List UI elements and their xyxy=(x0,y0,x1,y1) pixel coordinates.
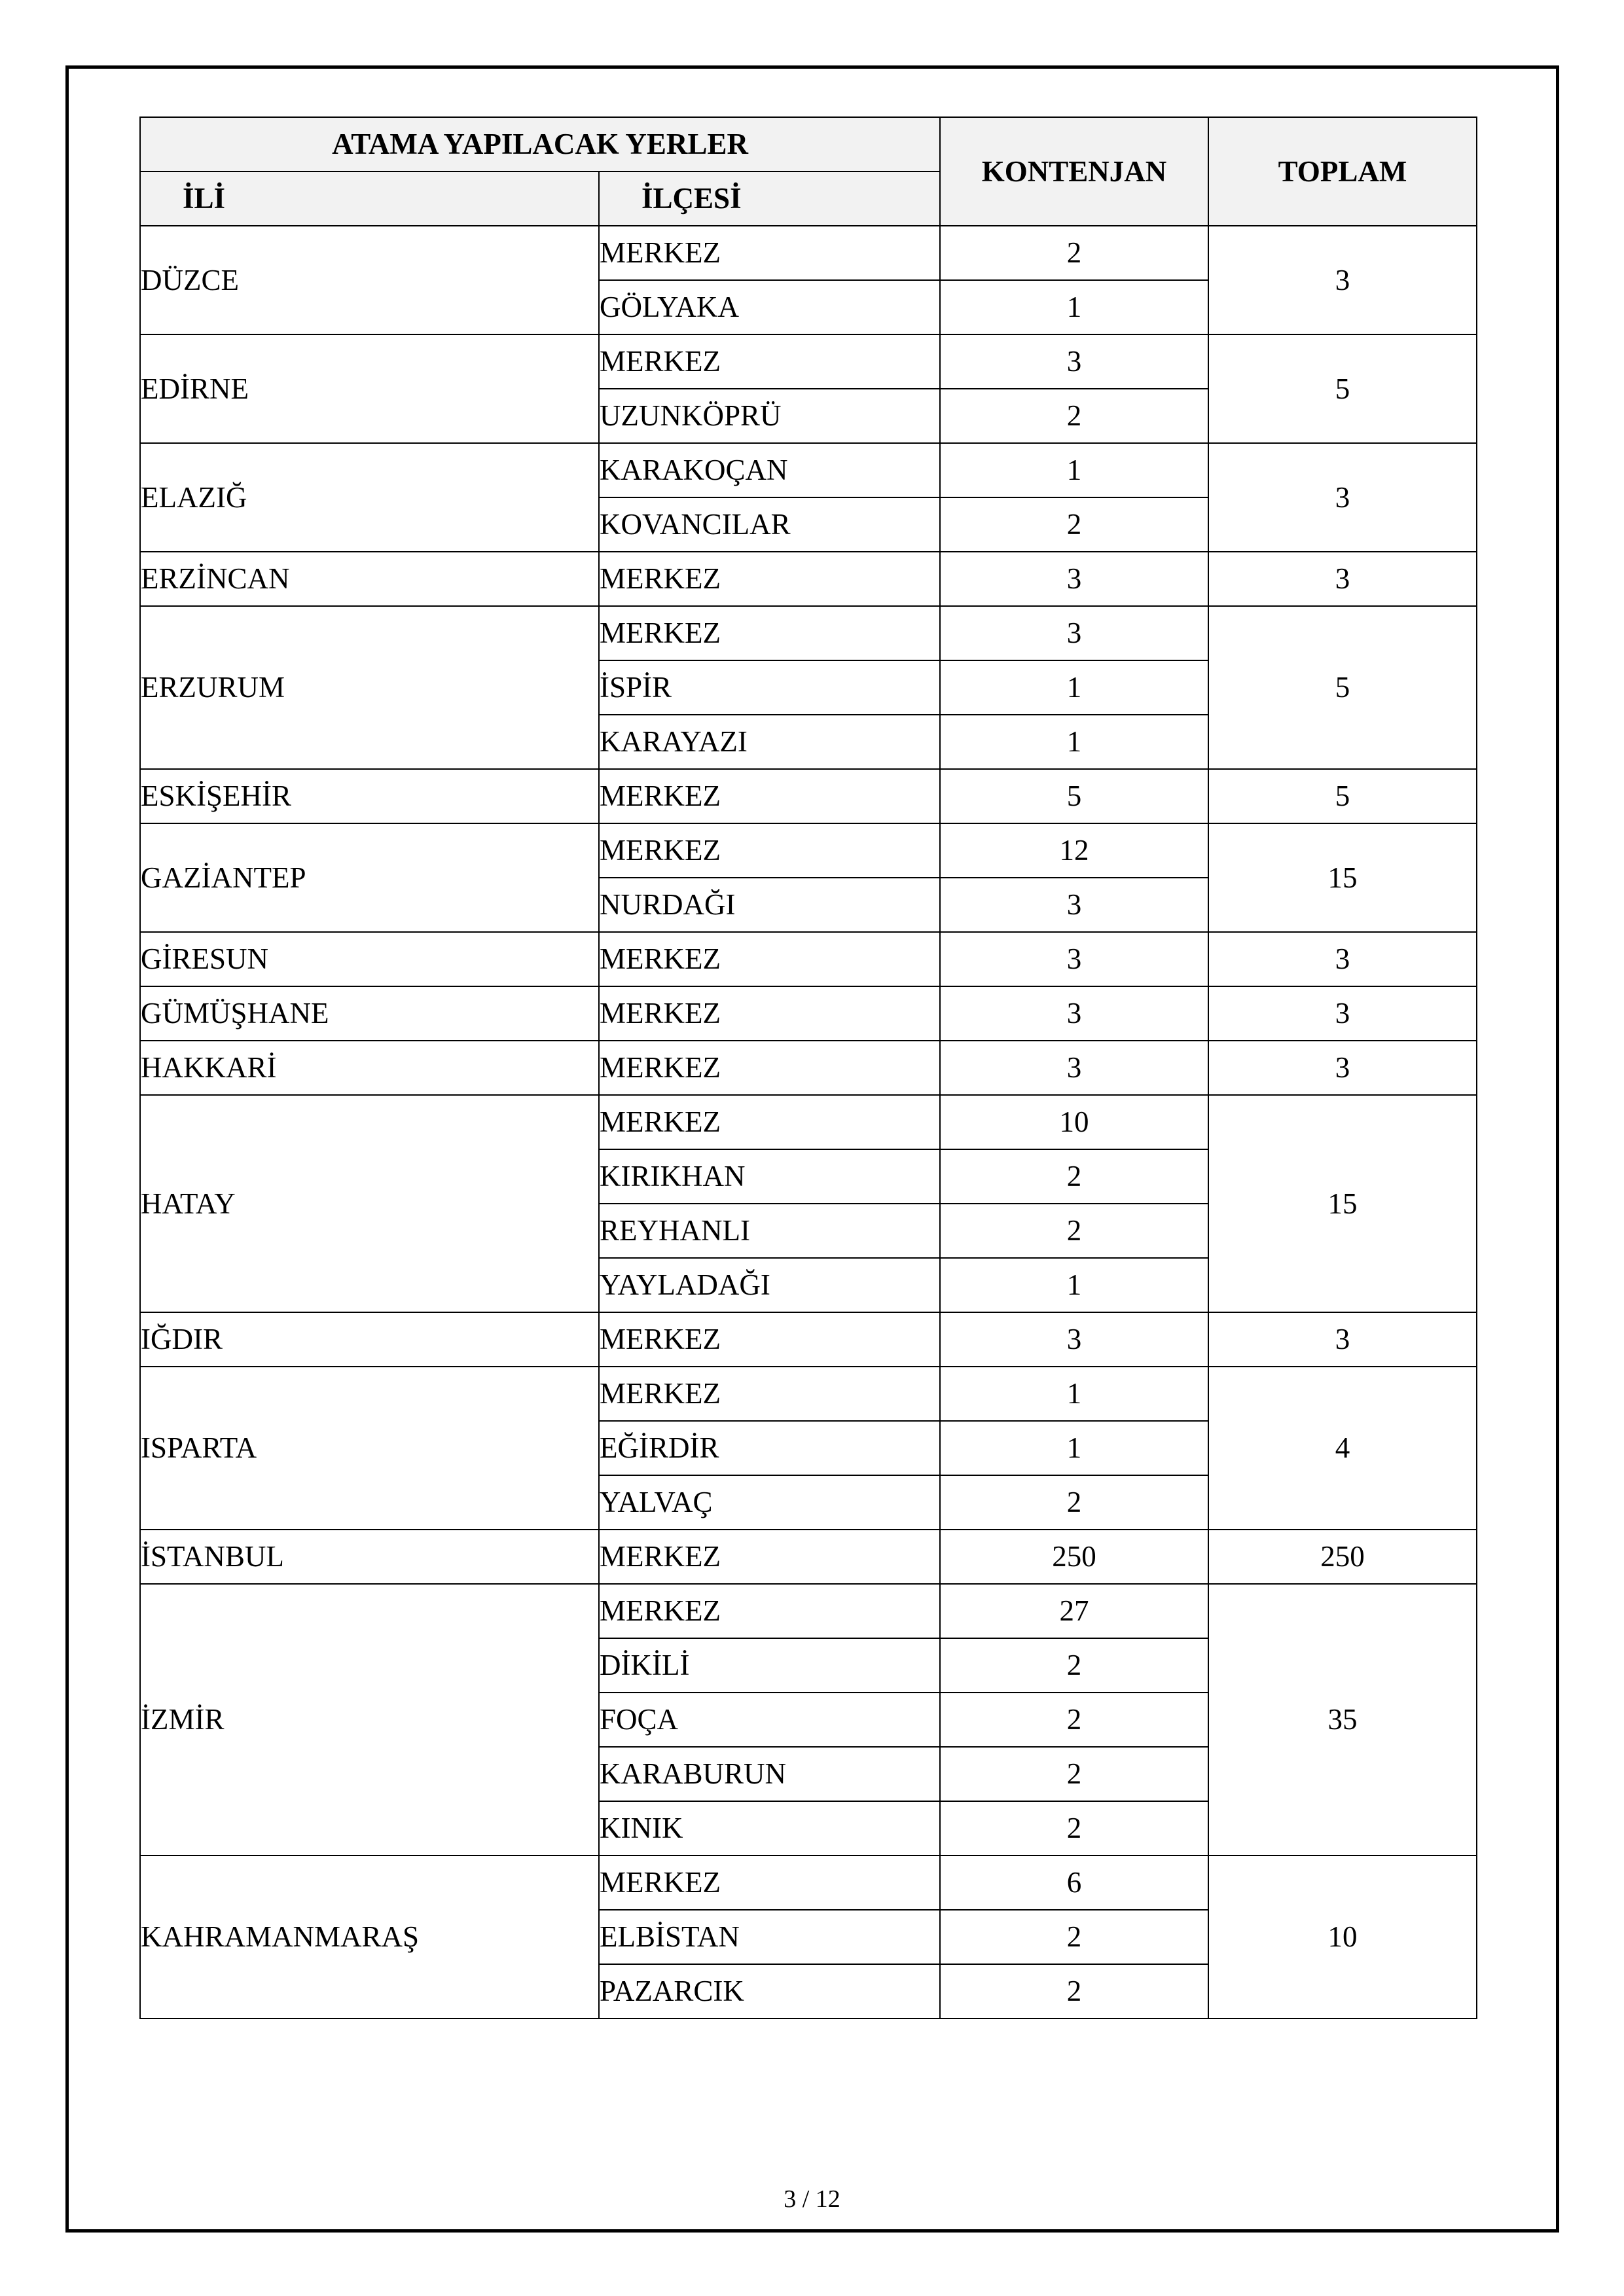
ilce-cell: MERKEZ xyxy=(599,226,940,280)
ilce-cell: DİKİLİ xyxy=(599,1638,940,1693)
ilce-cell: UZUNKÖPRÜ xyxy=(599,389,940,443)
kontenjan-cell: 2 xyxy=(940,497,1208,552)
ilce-cell: KARAYAZI xyxy=(599,715,940,769)
toplam-cell: 3 xyxy=(1208,986,1477,1041)
toplam-cell: 15 xyxy=(1208,823,1477,932)
kontenjan-cell: 27 xyxy=(940,1584,1208,1638)
kontenjan-cell: 1 xyxy=(940,660,1208,715)
kontenjan-cell: 3 xyxy=(940,552,1208,606)
kontenjan-cell: 1 xyxy=(940,1258,1208,1312)
kontenjan-cell: 3 xyxy=(940,1041,1208,1095)
ilce-cell: YAYLADAĞI xyxy=(599,1258,940,1312)
kontenjan-cell: 2 xyxy=(940,1910,1208,1964)
table-row xyxy=(140,986,1477,1041)
ilce-cell: MERKEZ xyxy=(599,823,940,878)
ilce-cell: ELBİSTAN xyxy=(599,1910,940,1964)
ilce-cell: YALVAÇ xyxy=(599,1475,940,1530)
table-row xyxy=(140,1584,1477,1638)
ilce-cell: KOVANCILAR xyxy=(599,497,940,552)
table-row xyxy=(140,1367,1477,1421)
table-row xyxy=(140,443,1477,497)
ilce-cell: MERKEZ xyxy=(599,334,940,389)
il-cell: ELAZIĞ xyxy=(140,443,599,552)
il-cell: İSTANBUL xyxy=(140,1530,599,1584)
ilce-cell: FOÇA xyxy=(599,1693,940,1747)
il-cell: ERZURUM xyxy=(140,606,599,769)
kontenjan-cell: 1 xyxy=(940,443,1208,497)
ilce-cell: İSPİR xyxy=(599,660,940,715)
il-cell: IĞDIR xyxy=(140,1312,599,1367)
kontenjan-cell: 1 xyxy=(940,1421,1208,1475)
ilce-cell: MERKEZ xyxy=(599,1584,940,1638)
il-cell: ESKİŞEHİR xyxy=(140,769,599,823)
toplam-cell: 4 xyxy=(1208,1367,1477,1530)
table-body xyxy=(140,226,1477,2018)
quota-table xyxy=(139,117,1477,2019)
kontenjan-cell: 250 xyxy=(940,1530,1208,1584)
il-cell: HAKKARİ xyxy=(140,1041,599,1095)
ilce-cell: GÖLYAKA xyxy=(599,280,940,334)
il-cell: KAHRAMANMARAŞ xyxy=(140,1856,599,2018)
ilce-cell: MERKEZ xyxy=(599,769,940,823)
kontenjan-cell: 2 xyxy=(940,1693,1208,1747)
table-row xyxy=(140,606,1477,660)
toplam-cell: 3 xyxy=(1208,1312,1477,1367)
il-cell: DÜZCE xyxy=(140,226,599,334)
kontenjan-cell: 10 xyxy=(940,1095,1208,1149)
ilce-cell: PAZARCIK xyxy=(599,1964,940,2018)
kontenjan-cell: 2 xyxy=(940,1638,1208,1693)
il-cell: GİRESUN xyxy=(140,932,599,986)
il-cell: GAZİANTEP xyxy=(140,823,599,932)
kontenjan-cell: 3 xyxy=(940,932,1208,986)
toplam-cell: 3 xyxy=(1208,552,1477,606)
table-row xyxy=(140,823,1477,878)
ilce-cell: REYHANLI xyxy=(599,1204,940,1258)
toplam-cell: 3 xyxy=(1208,226,1477,334)
ilce-cell: MERKEZ xyxy=(599,986,940,1041)
ilce-cell: KIRIKHAN xyxy=(599,1149,940,1204)
ilce-cell: EĞİRDİR xyxy=(599,1421,940,1475)
kontenjan-cell: 1 xyxy=(940,1367,1208,1421)
ilce-cell: MERKEZ xyxy=(599,932,940,986)
ilce-cell: MERKEZ xyxy=(599,606,940,660)
toplam-cell: 10 xyxy=(1208,1856,1477,2018)
toplam-cell: 5 xyxy=(1208,769,1477,823)
kontenjan-cell: 2 xyxy=(940,389,1208,443)
kontenjan-cell: 3 xyxy=(940,334,1208,389)
toplam-cell: 15 xyxy=(1208,1095,1477,1312)
table-row xyxy=(140,226,1477,280)
ilce-cell: MERKEZ xyxy=(599,1312,940,1367)
kontenjan-cell: 2 xyxy=(940,226,1208,280)
kontenjan-cell: 3 xyxy=(940,1312,1208,1367)
ilce-cell: NURDAĞI xyxy=(599,878,940,932)
ilce-cell: KINIK xyxy=(599,1801,940,1856)
ilce-cell: KARAKOÇAN xyxy=(599,443,940,497)
header-kontenjan: KONTENJAN xyxy=(940,117,1208,226)
ilce-cell: MERKEZ xyxy=(599,1856,940,1910)
kontenjan-cell: 1 xyxy=(940,715,1208,769)
ilce-cell: KARABURUN xyxy=(599,1747,940,1801)
kontenjan-cell: 12 xyxy=(940,823,1208,878)
kontenjan-cell: 3 xyxy=(940,986,1208,1041)
kontenjan-cell: 2 xyxy=(940,1204,1208,1258)
toplam-cell: 5 xyxy=(1208,334,1477,443)
kontenjan-cell: 2 xyxy=(940,1747,1208,1801)
toplam-cell: 3 xyxy=(1208,443,1477,552)
toplam-cell: 5 xyxy=(1208,606,1477,769)
ilce-cell: MERKEZ xyxy=(599,1530,940,1584)
il-cell: EDİRNE xyxy=(140,334,599,443)
table-row xyxy=(140,1856,1477,1910)
table-row xyxy=(140,1041,1477,1095)
kontenjan-cell: 3 xyxy=(940,878,1208,932)
table-row xyxy=(140,552,1477,606)
ilce-cell: MERKEZ xyxy=(599,1367,940,1421)
table-row xyxy=(140,1095,1477,1149)
il-cell: GÜMÜŞHANE xyxy=(140,986,599,1041)
toplam-cell: 3 xyxy=(1208,1041,1477,1095)
table-row xyxy=(140,769,1477,823)
table-header xyxy=(140,117,1477,226)
header-toplam: TOPLAM xyxy=(1208,117,1477,226)
il-cell: ISPARTA xyxy=(140,1367,599,1530)
ilce-cell: MERKEZ xyxy=(599,552,940,606)
kontenjan-cell: 5 xyxy=(940,769,1208,823)
ilce-cell: MERKEZ xyxy=(599,1095,940,1149)
page-number: 3 / 12 xyxy=(784,2185,840,2213)
table-row xyxy=(140,1312,1477,1367)
kontenjan-cell: 1 xyxy=(940,280,1208,334)
kontenjan-cell: 3 xyxy=(940,606,1208,660)
table-row xyxy=(140,1530,1477,1584)
il-cell: İZMİR xyxy=(140,1584,599,1856)
kontenjan-cell: 2 xyxy=(940,1149,1208,1204)
kontenjan-cell: 2 xyxy=(940,1964,1208,2018)
table-row xyxy=(140,334,1477,389)
toplam-cell: 35 xyxy=(1208,1584,1477,1856)
table-row xyxy=(140,932,1477,986)
toplam-cell: 3 xyxy=(1208,932,1477,986)
il-cell: HATAY xyxy=(140,1095,599,1312)
ilce-cell: MERKEZ xyxy=(599,1041,940,1095)
kontenjan-cell: 6 xyxy=(940,1856,1208,1910)
toplam-cell: 250 xyxy=(1208,1530,1477,1584)
il-cell: ERZİNCAN xyxy=(140,552,599,606)
header-ilce: İLÇESİ xyxy=(599,171,940,226)
kontenjan-cell: 2 xyxy=(940,1801,1208,1856)
header-il: İLİ xyxy=(140,171,599,226)
header-group-title: ATAMA YAPILACAK YERLER xyxy=(140,117,940,171)
kontenjan-cell: 2 xyxy=(940,1475,1208,1530)
